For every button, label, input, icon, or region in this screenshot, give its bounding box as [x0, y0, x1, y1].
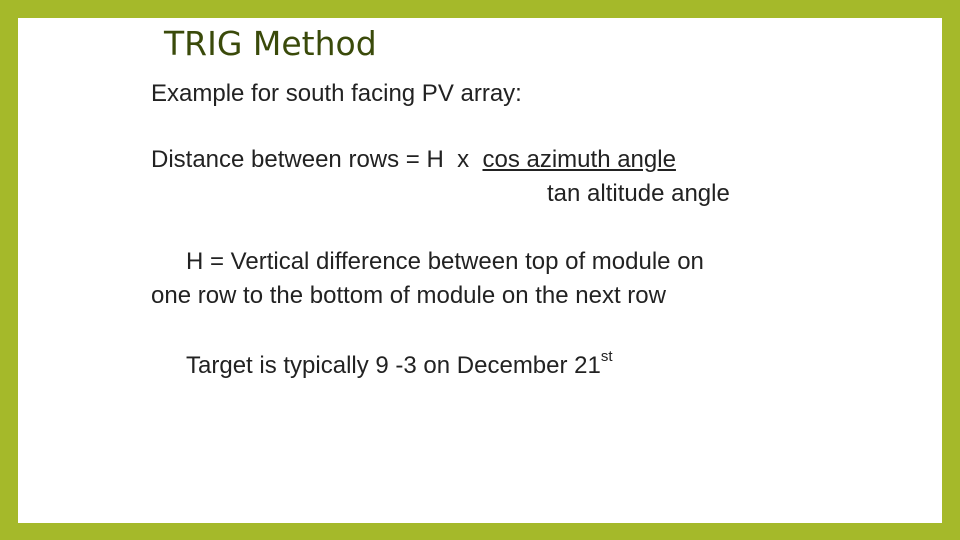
- formula-line: [151, 146, 676, 174]
- slide-title: TRIG Method: [164, 24, 377, 63]
- formula-numerator: cos azimuth angle: [482, 146, 676, 173]
- target-text: [186, 348, 613, 380]
- target-main: Target is typically 9 -3 on December 21: [186, 352, 601, 379]
- h-definition-line1: H = Vertical difference between top of module on: [186, 248, 704, 275]
- example-text: Example for south facing PV array:: [151, 80, 522, 107]
- target-superscript: st: [600, 348, 613, 365]
- formula-denominator: tan altitude angle: [547, 180, 730, 207]
- h-definition-line2: one row to the bottom of module on the next row: [151, 282, 666, 309]
- formula-lhs: Distance between rows = H x: [151, 146, 483, 173]
- slide: [18, 18, 942, 523]
